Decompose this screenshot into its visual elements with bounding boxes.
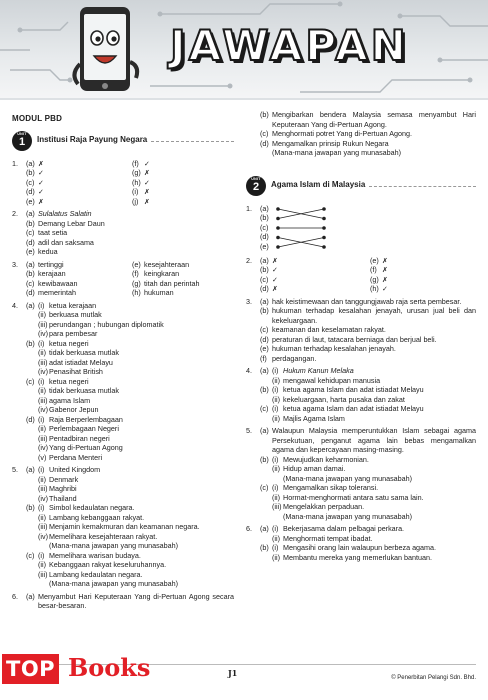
answer-note: (Mana-mana jawapan yang munasabah) xyxy=(49,579,179,589)
unit-1-heading xyxy=(12,131,234,151)
answer-5: 5. (a) (i) United Kingdom (ii) Denmark (iii) Maghribi (iv) Thailand (b) (i) Simbol kedaulatan negara. (ii) Lambang kebanggaan rakyat. (iii) Menjamin kemakmuran dan keamanan negara. (iv) Memelihara kesejahteraan rakyat. (Mana-mana jawapan yang munasabah) (c) (i) Memelihara warisan budaya. (ii) Kebanggaan rakyat keseluruhannya. (iii) Lambang kedaulatan negara. (Mana-mana jawapan yang munasabah) xyxy=(12,465,234,589)
answer-note: (Mana-mana jawapan yang munasabah) xyxy=(283,473,413,483)
answer-2: 2. (a) Sulalatus Salatin (b) Demang Lebar Daun (c) taat setia (d) adil dan saksama (e) kedua xyxy=(12,209,105,257)
page-title: JAWAPAN xyxy=(170,21,409,70)
answer-4: 4. (a) (i) ketua kerajaan (ii) berkuasa mutlak (iii) perundangan ; hubungan diplomatik (iv) para pembesar (b) (i) ketua negeri (ii) tidak berkuasa mutlak (iii) adat istiadat Melayu (iv) Penasihat British (c) (i) ketua negeri (ii) tidak berkuasa mutlak (iii) agama Islam (iv) Gabenor Jepun (d) (i) Raja Berperlembagaan (ii) Perlembagaan Negeri (iii) Pentadbiran negeri (iv) Yang di-Pertuan Agong (v) Perdana Menteri xyxy=(12,300,164,462)
banner-stripe xyxy=(0,98,488,100)
answer-6: 6. (a) Menyambut Hari Keputeraan Yang di-Pertuan Agong secara besar-besaran. xyxy=(12,591,234,611)
logo-books-text: Books xyxy=(68,653,151,682)
smartphone-mascot-icon xyxy=(72,4,142,96)
module-title: MODUL PBD xyxy=(12,114,63,123)
answer-1-matching: 1. (a) (b) (c) (d) (e) xyxy=(246,204,476,252)
unit-title: Agama Islam di Malaysia xyxy=(271,180,366,190)
answer-note: (Mana-mana jawapan yang munasabah) xyxy=(272,148,402,157)
answer-note: (Mana-mana jawapan yang munasabah) xyxy=(283,511,413,521)
answer-6: 6. (a) (i) Bekerjasama dalam pelbagai perkara. (ii) Menghormati tempat ibadat. (b) (i) Mengasihi orang lain walaupun berbeza agama. (ii) Membantu mereka yang memerlukan bantuan. xyxy=(246,524,437,562)
topbooks-watermark-logo xyxy=(0,650,160,692)
logo-top-text: TOP xyxy=(2,654,59,684)
right-column xyxy=(246,110,476,565)
left-column xyxy=(12,108,234,614)
answer-4: 4. (a) (i) Hukum Kanun Melaka (ii) mengawal kehidupan manusia (b) (i) ketua agama Islam dan adat istiadat Melayu (ii) kekeluargaan, harta pusaka dan zakat (c) (i) ketua agama Islam dan adat istiadat Melayu (ii) Majlis Agama Islam xyxy=(246,366,424,423)
publisher-credit: © Penerbitan Pelangi Sdn. Bhd. xyxy=(391,675,476,681)
matching-lines xyxy=(272,204,332,252)
page-number: J1 xyxy=(228,668,238,678)
answer-1: 1. (a) ✗ (b) ✓ (c) ✓ (d) ✓ (e) ✗ (f) ✓ (g) ✗ (h) ✓ (i) ✗ (j) ✗ xyxy=(12,158,151,206)
answer-note: (Mana-mana jawapan yang munasabah) xyxy=(49,541,179,551)
dashed-divider xyxy=(151,141,234,142)
answer-3: 3. (a) tertinggi (b) kerajaan (c) kewibawaan (d) memerintah (e) kesejahteraan (f) keingkaran (g) titah dan perintah (h) hukuman xyxy=(12,259,200,298)
answer-5: 5. (a) Walaupun Malaysia memperuntukkan Islam sebagai agama Persekutuan, penganut agama lain bebas mengamalkan agama dan kepercayaan masing-masing. (b) (i) Mewujudkan keharmonian. (ii) Hidup aman damai. (Mana-mana jawapan yang munasabah) (c) (i) Mengamalkan sikap toleransi. (ii) Hormat-menghormati antara satu sama lain. (iii) Mengelakkan perpaduan. (Mana-mana jawapan yang munasabah) xyxy=(246,426,476,521)
dashed-divider xyxy=(369,186,476,187)
unit-title: Institusi Raja Payung Negara xyxy=(37,135,148,145)
answer-2: 2. (a) ✗ (b) ✓ (c) ✓ (d) ✗ (e) ✗ (f) ✗ (g) ✗ (h) ✓ xyxy=(246,255,389,293)
unit-badge: UNIT 2 xyxy=(246,176,266,196)
answer-6-continued: (b) Mengibarkan bendera Malaysia semasa menyambut Hari Keputeraan Yang di-Pertuan Agong. (c) Menghormati potret Yang di-Pertuan Agong. (d) Mengamalkan prinsip Rukun Negara (Mana-mana jawapan yang munasabah) xyxy=(260,110,476,157)
unit-2-heading xyxy=(246,176,476,196)
header-banner xyxy=(0,0,488,98)
unit-badge: UNIT 1 xyxy=(12,131,32,151)
answer-3: 3. (a) hak keistimewaan dan tanggungjawab raja serta pembesar. (b) hukuman terhadap kesalahan jenayah, urusan jual beli dan kekeluargaan. (c) keamanan dan keselamatan rakyat. (d) peraturan di laut, tatacara berniaga dan berjual beli. (e) hukuman terhadap kesalahan jenayah. (f) perdagangan. xyxy=(246,296,476,363)
